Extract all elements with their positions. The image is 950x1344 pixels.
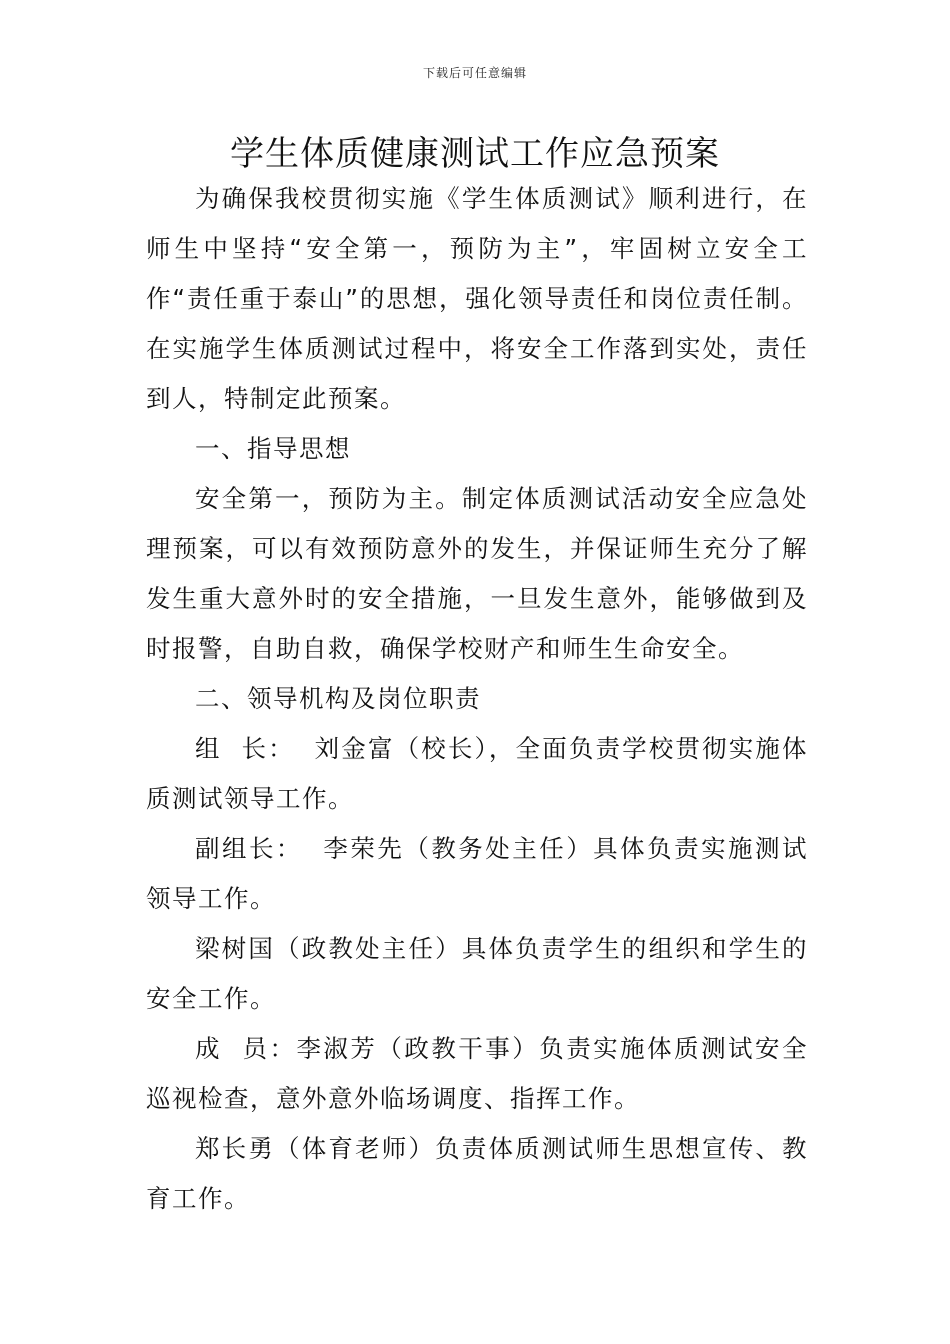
guiding-ideology-paragraph: 安全第一，预防为主。制定体质测试活动安全应急处理预案，可以有效预防意外的发生，并保证师生充分了解发生重大意外时的安全措施，一旦发生意外，能够做到及时报警，自助自救，确保学校财产和师生生命安全。 <box>146 484 808 663</box>
section-heading-leadership: 二、领导机构及岗位职责 <box>195 684 481 713</box>
political-affairs-paragraph: 梁树国（政教处主任）具体负责学生的组织和学生的安全工作。 <box>146 934 808 1013</box>
leader-paragraph: 组 长： 刘金富（校长），全面负责学校贯彻实施体质测试领导工作。 <box>146 734 808 813</box>
pe-teacher-paragraph: 郑长勇（体育老师）负责体质测试师生思想宣传、教育工作。 <box>146 1134 808 1213</box>
document-body <box>146 174 808 1224</box>
header-note: 下载后可任意编辑 <box>422 66 527 80</box>
member-paragraph: 成 员：李淑芳（政教干事）负责实施体质测试安全巡视检查，意外意外临场调度、指挥工作。 <box>146 1034 808 1113</box>
document-title: 学生体质健康测试工作应急预案 <box>230 134 720 174</box>
intro-paragraph: 为确保我校贯彻实施《学生体质测试》顺利进行，在师生中坚持“安全第一，预防为主”，牢固树立安全工作“责任重于泰山”的思想，强化领导责任和岗位责任制。在实施学生体质测试过程中，将安全工作落到实处，责任到人，特制定此预案。 <box>146 184 808 413</box>
section-heading-guiding-ideology: 一、指导思想 <box>195 434 351 463</box>
deputy-leader-paragraph: 副组长： 李荣先（教务处主任）具体负责实施测试领导工作。 <box>146 834 808 913</box>
